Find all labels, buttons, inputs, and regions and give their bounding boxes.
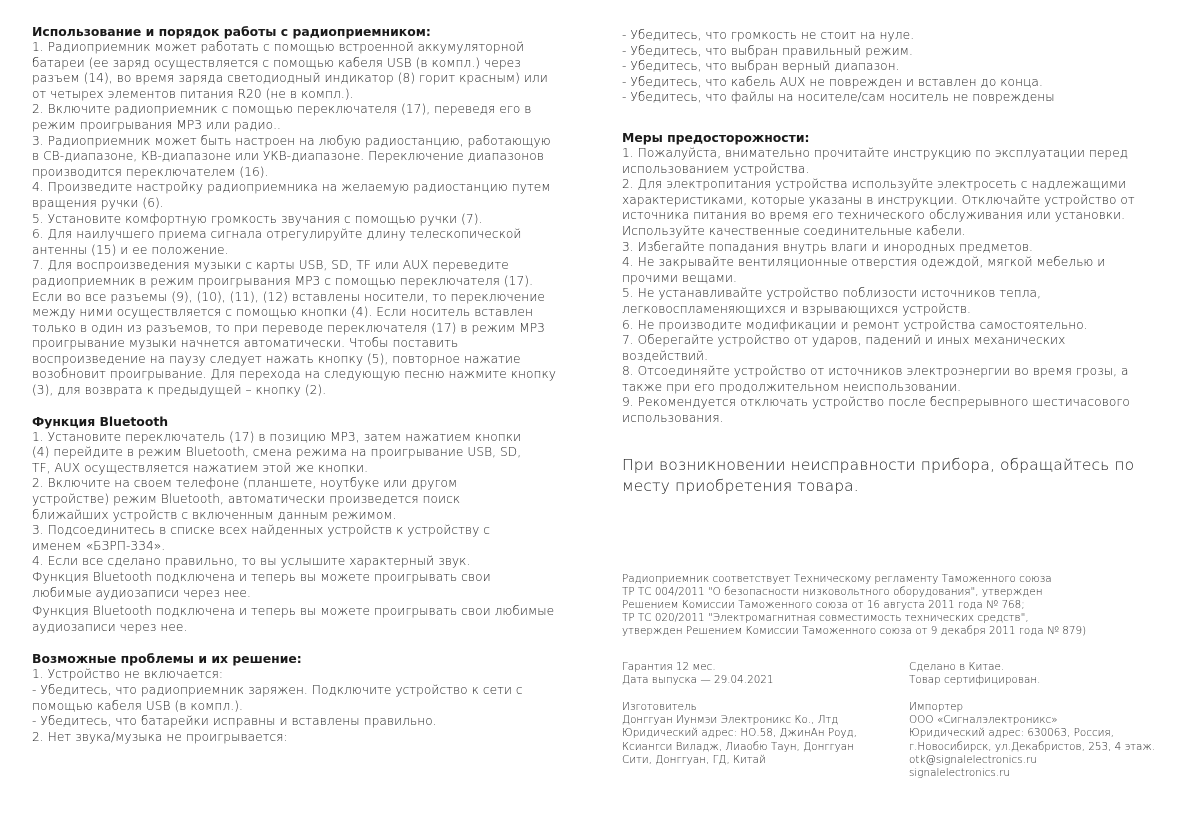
check-item: - Убедитесь, что кабель AUX не поврежден и вставлен до конца.: [622, 74, 1043, 89]
bluetooth-item-3: 3. Подсоединитесь в списке всех найденных устройств к устройству с именем «БЗРП-334».: [32, 523, 491, 553]
section-gap: [622, 427, 1167, 455]
problems-item-3: - Убедитесь, что батарейки исправны и вставлены правильно.: [32, 714, 437, 729]
section-gap: [622, 639, 1167, 661]
right-column: [622, 28, 1167, 781]
bluetooth-item-2: 2. Включите на своем телефоне (планшете, ноутбуке или другом устройстве) режим Bluetooth, автоматически произведется поиск ближайших устройств с включенным данным режимом.: [32, 476, 461, 522]
precaution-item: 8. Отсоединяйте устройство от источников электроэнергии во время грозы, а также при его продолжительном неиспользовании.: [622, 364, 1129, 394]
footer-info: [622, 661, 1167, 781]
usage-item-3: 3. Радиоприемник может быть настроен на любую радиостанцию, работающую в СВ-диапазоне, КВ-диапазоне или УКВ-диапазоне. Переключение диапазонов производится переключателем (16).: [32, 133, 551, 179]
usage-item-4: 4. Произведите настройку радиоприемника на желаемую радиостанцию путем вращения ручки (6).: [32, 180, 551, 210]
left-column: [32, 24, 592, 745]
precaution-item: 5. Не устанавливайте устройство поблизости источников тепла, легковоспламеняющихся и взрывающихся устройств.: [622, 286, 1041, 316]
usage-heading: Использование и порядок работы с радиоприемником:: [32, 24, 431, 39]
check-item: - Убедитесь, что громкость не стоит на нуле.: [622, 28, 915, 42]
precaution-item: 9. Рекомендуется отключать устройство после беспрерывного шестичасового использования.: [622, 395, 1130, 426]
checks-list: [622, 28, 1167, 106]
precaution-item: 1. Пожалуйста, внимательно прочитайте инструкцию по эксплуатации перед использованием устройства.: [622, 145, 1129, 176]
bluetooth-item-1: 1. Установите переключатель (17) в позицию MP3, затем нажатием кнопки (4) перейдите в режим Bluetooth, смена режима на проигрывание USB, SD, TF, AUX осуществляется нажатием этой же кнопки.: [32, 429, 522, 475]
problems-section: [32, 651, 592, 745]
problems-item-2: - Убедитесь, что радиоприемник заряжен. Подключите устройство к сети с помощью кабеля USB (в компл.).: [32, 682, 523, 713]
section-gap: [622, 106, 1167, 130]
precaution-item: 6. Не производите модификации и ремонт устройства самостоятельно.: [622, 317, 1088, 332]
problems-heading: Возможные проблемы и их решение:: [32, 651, 302, 667]
footer-right: [909, 661, 1179, 781]
importer-text: Импортер ООО «Сигналэлектроникс» Юридический адрес: 630063, Россия, г.Новосибирск, ул.Декабристов, 253, 4 этаж. otk@signalelectronics.ru signalelectronics.ru: [909, 701, 1156, 780]
footer-left: [622, 661, 902, 767]
compliance-text: Радиоприемник соответствует Техническому регламенту Таможенного союза ТР ТС 004/2011 "О безопасности низковольтного оборудования", утвержден Решением Комиссии Таможенного союза от 16 августа 2011 года № 768; ТР ТС 020/2011 "Электромагнитная совместимость технических средств", утвержден Решением Комиссии Таможенного союза от 9 декабря 2011 года № 879): [622, 572, 1087, 638]
precaution-item: 2. Для электропитания устройства используйте электросеть с надлежащими характеристиками, которые указаны в инструкции. Отключайте устройство от источника питания во время его технического обслуживания или установки. Используйте качественные соединительные кабели.: [622, 177, 1135, 238]
usage-item-7: 7. Для воспроизведения музыки с карты USB, SD, TF или AUX переведите радиоприемник в режим проигрывания MP3 с помощью переключателя (17). Если во все разъемы (9), (10), (11), (12) вставлены носители, то переключение между ними осуществляется с помощью кнопки (4). Если носитель вставлен только в один из разъемов, то при переводе переключателя (17) в режим MP3 проигрывание музыки начнется автоматически. Чтобы поставить воспроизведение на паузу следует нажать кнопку (5), повторное нажатие возобновит проигрывание. Для перехода на следующую песню нажмите кнопку (3), для возврата к предыдущей – кнопку (2).: [32, 258, 557, 398]
precaution-item: 4. Не закрывайте вентиляционные отверстия одеждой, мягкой мебелью и прочими вещами.: [622, 255, 1106, 285]
problems-item-4: 2. Нет звука/музыка не проигрывается:: [32, 729, 288, 744]
bluetooth-extra-note: Функция Bluetooth подключена и теперь вы можете проигрывать свои любимые аудиозаписи через нее.: [32, 604, 555, 634]
check-item: - Убедитесь, что файлы на носителе/сам носитель не повреждены: [622, 90, 1055, 105]
precaution-item: 3. Избегайте попадания внутрь влаги и инородных предметов.: [622, 239, 1033, 254]
check-item: - Убедитесь, что выбран правильный режим.: [622, 43, 913, 58]
section-gap: [622, 497, 1167, 573]
usage-section: [32, 24, 592, 399]
precautions-section: [622, 130, 1167, 427]
manufacturer-text: Изготовитель Донггуан Иунмэи Электроникс Ко., Лтд Юридический адрес: НО.58, ДжинАн Роуд, Ксиангси Виладж, Лиаобю Таун, Донггуан Сити, Донггуан, ГД, Китай: [622, 701, 857, 766]
usage-item-2: 2. Включите радиоприемник с помощью переключателя (17), переведя его в режим проигрывания MP3 или радио..: [32, 102, 532, 132]
bluetooth-section: [32, 414, 592, 636]
service-notice: При возникновении неисправности прибора, обращайтесь по месту приобретения товара.: [622, 455, 1135, 495]
check-item: - Убедитесь, что выбран верный диапазон.: [622, 59, 900, 74]
usage-item-1: 1. Радиоприемник может работать с помощью встроенной аккумуляторной батареи (ее заряд осуществляется с помощью кабеля USB (в компл.) через разъем (14), во время заряда светодиодный индикатор (8) горит красным) или от четырех элементов питания R20 (не в компл.).: [32, 40, 548, 101]
usage-item-5: 5. Установите комфортную громкость звучания с помощью ручки (7).: [32, 211, 483, 226]
warranty-text: Гарантия 12 мес. Дата выпуска — 29.04.2021: [622, 660, 774, 686]
bluetooth-item-4: 4. Если все сделано правильно, то вы услышите характерный звук. Функция Bluetooth подключена и теперь вы можете проигрывать свои любимые аудиозаписи через нее.: [32, 554, 491, 600]
section-gap: [32, 635, 592, 651]
precaution-item: 7. Оберегайте устройство от ударов, падений и иных механических воздействий.: [622, 333, 1066, 363]
problems-item-1: 1. Устройство не включается:: [32, 667, 224, 682]
bluetooth-heading: Функция Bluetooth: [32, 413, 169, 429]
precautions-heading: Меры предосторожности:: [622, 129, 810, 145]
usage-item-6: 6. Для наилучшего приема сигнала отрегулируйте длину телескопической антенны (15) и ее положение.: [32, 227, 522, 257]
section-gap: [32, 399, 592, 414]
origin-text: Сделано в Китае. Товар сертифицирован.: [909, 660, 1041, 686]
